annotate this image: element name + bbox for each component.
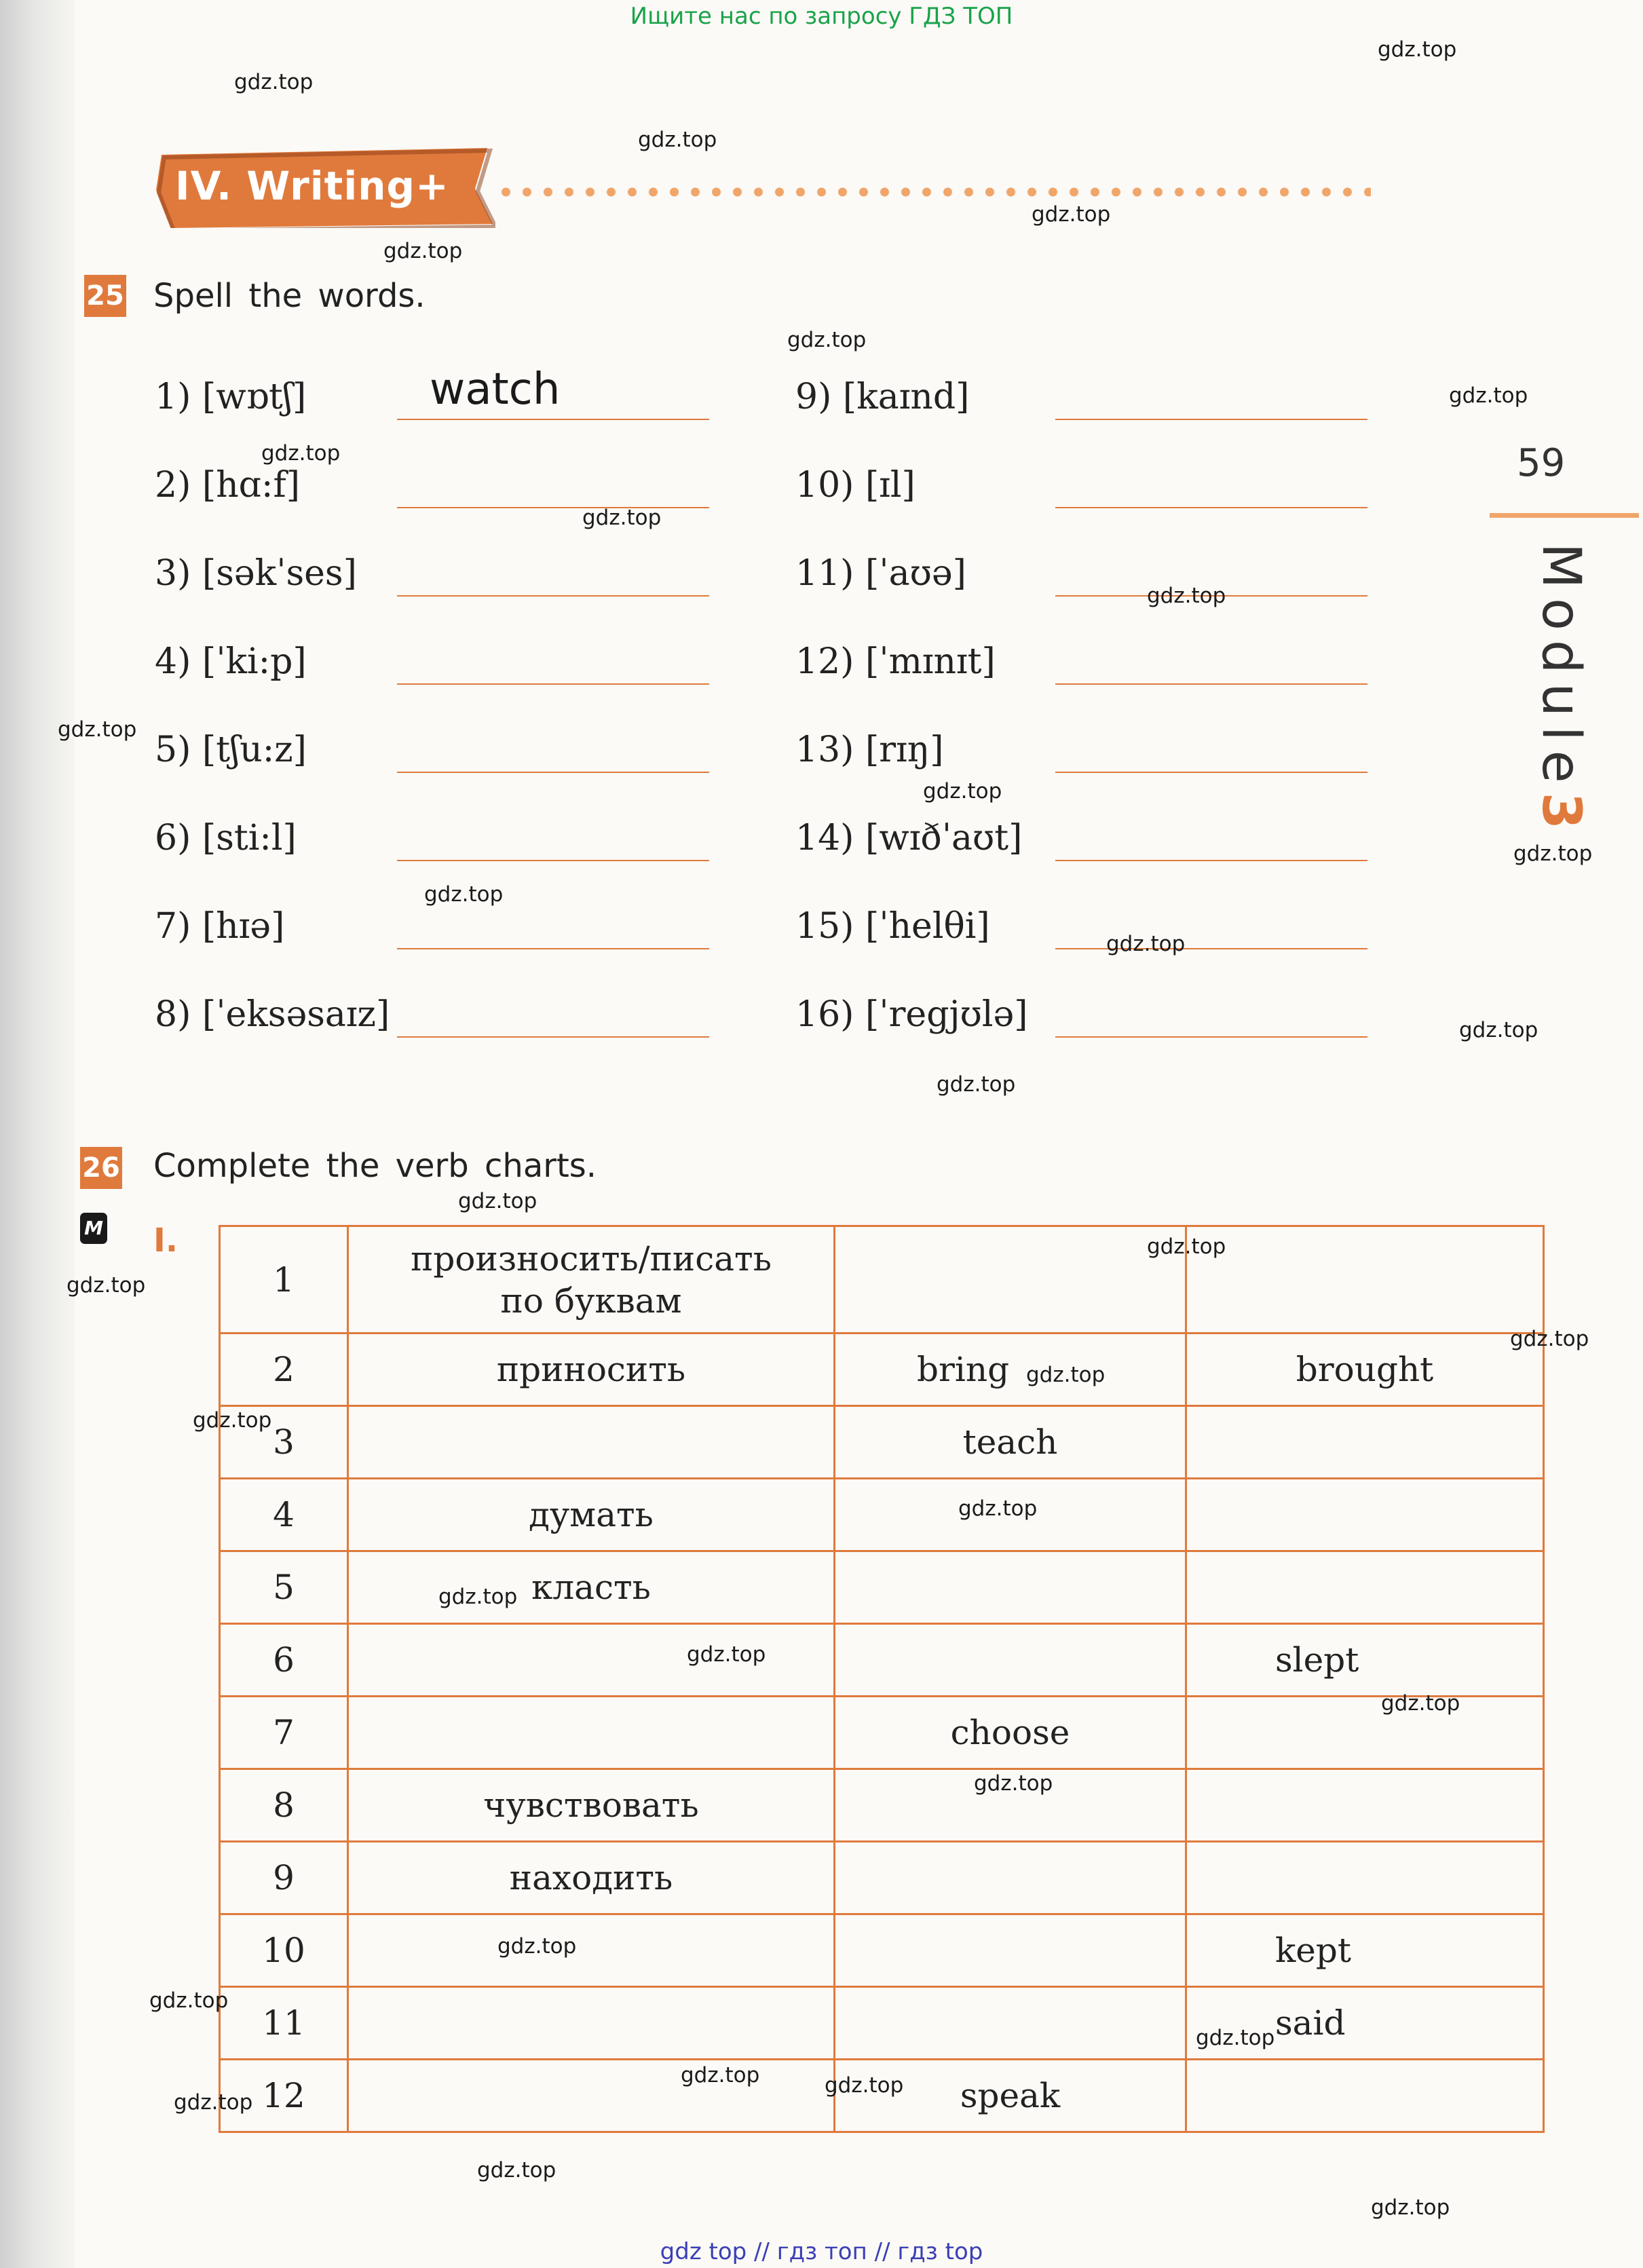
watermark-text: gdz.top <box>58 717 137 742</box>
watermark-text: gdz.top <box>1513 842 1593 866</box>
answer-line[interactable] <box>397 507 709 508</box>
watermark-text: gdz.top <box>1510 1327 1589 1351</box>
answer-line[interactable] <box>1055 948 1367 949</box>
verb-cell-infinitive[interactable]: teach <box>835 1406 1186 1479</box>
verb-cell-past-form[interactable] <box>1186 2060 1544 2132</box>
exercise-title-26: Complete the verb charts. <box>153 1147 597 1185</box>
watermark-text: gdz.top <box>438 1585 518 1609</box>
page-spine-shadow <box>0 0 75 2268</box>
answer-line[interactable] <box>397 683 709 685</box>
watermark-text: gdz.top <box>1378 37 1457 62</box>
spell-item-label: 1) [wɒtʃ] <box>155 377 307 417</box>
spell-item-answer: watch <box>430 364 561 415</box>
answer-line[interactable] <box>397 419 709 420</box>
verb-row <box>220 1406 1544 1479</box>
watermark-text: gdz.top <box>681 2063 760 2087</box>
spell-item-label: 7) [hɪə] <box>155 906 285 947</box>
verb-cell-russian-meaning[interactable] <box>348 2060 835 2132</box>
watermark-text: gdz.top <box>383 239 463 263</box>
spell-item-label: 14) [wɪðˈaʊt] <box>795 818 1023 858</box>
verb-cell-russian-meaning[interactable]: приносить <box>348 1334 835 1406</box>
verb-chart-table <box>219 1225 1545 2133</box>
verb-row <box>220 1334 1544 1406</box>
verb-cell-row-number: 11 <box>220 1987 348 2060</box>
verb-cell-row-number: 4 <box>220 1479 348 1551</box>
verb-cell-infinitive[interactable] <box>835 1226 1186 1334</box>
spell-item-label: 2) [hɑ:f] <box>155 465 301 506</box>
watermark-text: gdz.top <box>477 2158 556 2182</box>
spell-item-label: 13) [rɪŋ] <box>795 730 944 770</box>
answer-line[interactable] <box>397 860 709 861</box>
watermark-text: gdz.top <box>1032 202 1111 227</box>
watermark-text: gdz.top <box>1147 1234 1226 1259</box>
dotted-divider <box>495 187 1371 197</box>
verb-cell-russian-meaning[interactable]: произносить/писать по буквам <box>348 1226 835 1334</box>
verb-cell-infinitive[interactable]: choose <box>835 1697 1186 1769</box>
watermark-text: gdz.top <box>174 2090 253 2115</box>
verb-cell-russian-meaning[interactable]: находить <box>348 1842 835 1914</box>
verb-cell-russian-meaning[interactable]: думать <box>348 1479 835 1551</box>
watermark-text: gdz.top <box>638 128 717 152</box>
spell-item-label: 9) [kaɪnd] <box>795 377 970 417</box>
verb-cell-infinitive[interactable] <box>835 1551 1186 1624</box>
verb-cell-russian-meaning[interactable] <box>348 1987 835 2060</box>
verb-cell-row-number: 10 <box>220 1914 348 1987</box>
watermark-text: gdz.top <box>1459 1018 1538 1042</box>
verb-cell-row-number: 8 <box>220 1769 348 1842</box>
section-title: IV. Writing+ <box>175 163 449 209</box>
verb-row <box>220 1842 1544 1914</box>
verb-cell-past-form[interactable] <box>1186 1769 1544 1842</box>
verb-cell-past-form[interactable] <box>1186 1226 1544 1334</box>
verb-cell-row-number: 5 <box>220 1551 348 1624</box>
module-word: Module <box>1530 543 1591 793</box>
verb-cell-past-form[interactable] <box>1186 1551 1544 1624</box>
watermark-text: gdz.top <box>1449 383 1528 408</box>
verb-cell-infinitive[interactable] <box>835 1624 1186 1697</box>
verb-row <box>220 1914 1544 1987</box>
watermark-text: gdz.top <box>1106 932 1186 956</box>
verb-cell-past-form[interactable]: kept <box>1186 1914 1544 1987</box>
verb-row <box>220 1769 1544 1842</box>
verb-cell-past-form[interactable]: slept <box>1186 1624 1544 1697</box>
verb-cell-russian-meaning[interactable] <box>348 1406 835 1479</box>
verb-cell-past-form[interactable] <box>1186 1842 1544 1914</box>
page-number: 59 <box>1517 441 1566 485</box>
spell-item-label: 12) [ˈmɪnɪt] <box>795 641 996 682</box>
verb-cell-past-form[interactable] <box>1186 1697 1544 1769</box>
watermark-text: gdz.top <box>458 1189 537 1213</box>
module-number: 3 <box>1530 792 1591 839</box>
verb-cell-infinitive[interactable] <box>835 1914 1186 1987</box>
answer-line[interactable] <box>1055 772 1367 773</box>
answer-line[interactable] <box>1055 683 1367 685</box>
spell-item-label: 10) [ɪl] <box>795 465 915 506</box>
exercise-number-25: 25 <box>84 275 126 317</box>
answer-line[interactable] <box>1055 1036 1367 1038</box>
watermark-text: gdz.top <box>1147 584 1226 608</box>
verb-row <box>220 1624 1544 1697</box>
verb-cell-row-number: 7 <box>220 1697 348 1769</box>
watermark-text: gdz.top <box>582 506 662 530</box>
answer-line[interactable] <box>1055 419 1367 420</box>
watermark-text: gdz.top <box>787 328 867 352</box>
spell-item-label: 5) [tʃu:z] <box>155 730 307 770</box>
spell-item-label: 6) [sti:l] <box>155 818 297 858</box>
watermark-text: gdz.top <box>261 441 341 466</box>
verb-cell-row-number: 1 <box>220 1226 348 1334</box>
watermark-text: gdz.top <box>149 1988 229 2013</box>
spell-item-label: 3) [səkˈses] <box>155 553 357 594</box>
section-banner <box>156 148 495 228</box>
verb-cell-row-number: 2 <box>220 1334 348 1406</box>
answer-line[interactable] <box>397 948 709 949</box>
verb-cell-russian-meaning[interactable] <box>348 1914 835 1987</box>
verb-cell-past-form[interactable]: said <box>1186 1987 1544 2060</box>
answer-line[interactable] <box>1055 860 1367 861</box>
watermark-text: gdz.top <box>1196 2026 1275 2050</box>
m-icon: M <box>80 1213 107 1244</box>
answer-line[interactable] <box>397 1036 709 1038</box>
answer-line[interactable] <box>397 772 709 773</box>
part-label: I. <box>153 1222 178 1260</box>
verb-cell-row-number: 9 <box>220 1842 348 1914</box>
verb-cell-row-number: 12 <box>220 2060 348 2132</box>
watermark-text: gdz.top <box>825 2073 904 2098</box>
spell-item-label: 15) [ˈhelθi] <box>795 906 990 947</box>
watermark-text: gdz.top <box>497 1934 577 1959</box>
watermark-text: gdz.top <box>1381 1691 1460 1716</box>
module-label <box>1530 543 1591 839</box>
watermark-text: gdz.top <box>1371 2195 1450 2220</box>
answer-line[interactable] <box>397 595 709 597</box>
verb-cell-row-number: 3 <box>220 1406 348 1479</box>
watermark-text: gdz.top <box>424 882 504 907</box>
answer-line[interactable] <box>1055 507 1367 508</box>
bottom-ad-links[interactable]: gdz top // гдз топ // гдз top <box>660 2238 983 2265</box>
verb-cell-russian-meaning[interactable] <box>348 1697 835 1769</box>
watermark-text: gdz.top <box>687 1642 766 1667</box>
watermark-text: gdz.top <box>974 1771 1053 1796</box>
watermark-text: gdz.top <box>923 779 1002 804</box>
watermark-text: gdz.top <box>1026 1363 1106 1387</box>
verb-row <box>220 1697 1544 1769</box>
spell-item-label: 16) [ˈregjʊlə] <box>795 994 1028 1035</box>
watermark-text: gdz.top <box>234 70 314 94</box>
verb-cell-infinitive[interactable] <box>835 1987 1186 2060</box>
verb-cell-russian-meaning[interactable]: чувствовать <box>348 1769 835 1842</box>
watermark-text: gdz.top <box>937 1072 1016 1097</box>
exercise-number-26: 26 <box>80 1147 122 1189</box>
verb-row <box>220 1987 1544 2060</box>
verb-cell-row-number: 6 <box>220 1624 348 1697</box>
exercise-title-25: Spell the words. <box>153 277 426 315</box>
verb-row <box>220 1226 1544 1334</box>
spell-item-label: 11) [ˈaʊə] <box>795 553 966 594</box>
spell-item-label: 4) [ˈki:p] <box>155 641 307 682</box>
verb-row <box>220 1479 1544 1551</box>
verb-cell-infinitive[interactable]: speak <box>835 2060 1186 2132</box>
watermark-text: gdz.top <box>67 1273 146 1298</box>
top-ad-banner[interactable]: Ищите нас по запросу ГДЗ ТОП <box>630 3 1013 30</box>
verb-row <box>220 1551 1544 1624</box>
verb-cell-russian-meaning[interactable]: класть <box>348 1551 835 1624</box>
watermark-text: gdz.top <box>958 1496 1038 1521</box>
verb-cell-infinitive[interactable]: bring <box>835 1334 1186 1406</box>
verb-cell-past-form[interactable] <box>1186 1406 1544 1479</box>
verb-cell-past-form[interactable]: brought <box>1186 1334 1544 1406</box>
spell-item-label: 8) [ˈeksəsaɪz] <box>155 994 390 1035</box>
watermark-text: gdz.top <box>193 1408 272 1433</box>
page-rule <box>1490 513 1639 518</box>
verb-cell-past-form[interactable] <box>1186 1479 1544 1551</box>
verb-cell-infinitive[interactable] <box>835 1842 1186 1914</box>
